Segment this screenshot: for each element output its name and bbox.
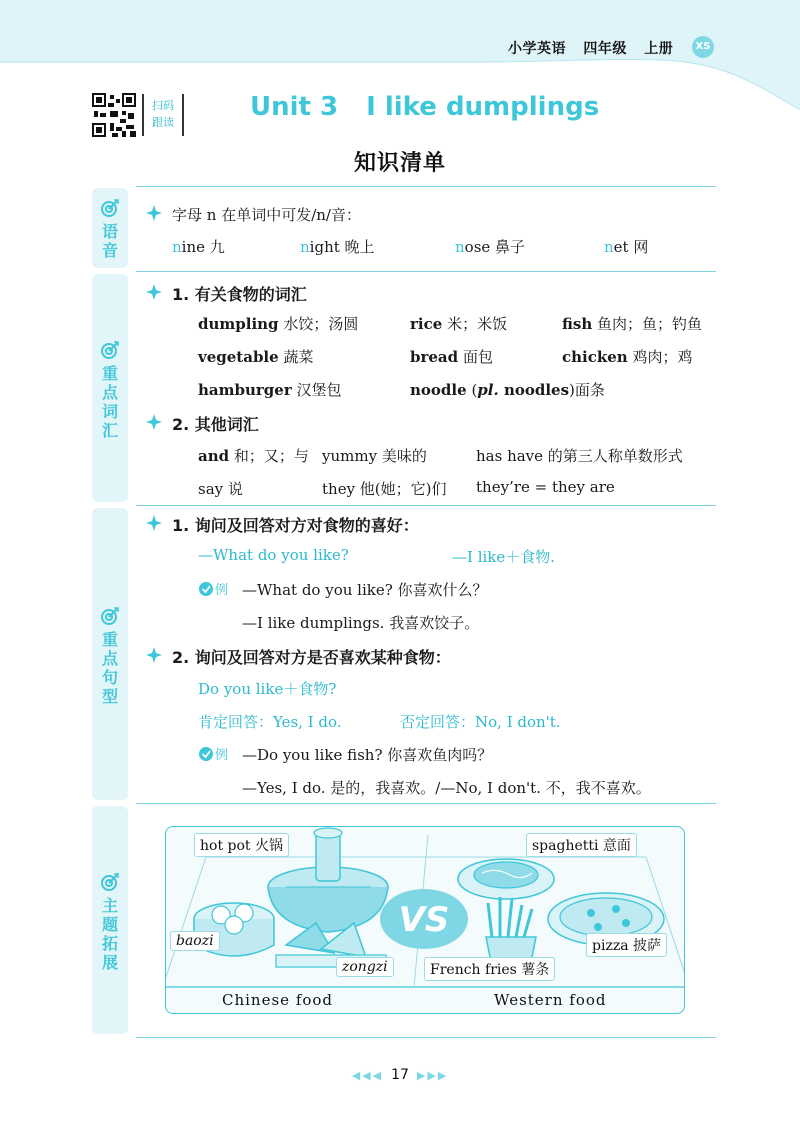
- sparkle-bullet-icon: [146, 515, 162, 531]
- pattern-question: —What do you like?: [198, 546, 349, 564]
- page-heading: 知识清单: [354, 151, 447, 176]
- pizza-label: pizza 披萨: [586, 933, 667, 957]
- sentence-title-2: 2. 询问及回答对方是否喜欢某种食物：: [172, 648, 451, 667]
- divider: [136, 186, 716, 187]
- pattern-positive: 肯定回答：Yes, I do.: [198, 713, 342, 731]
- arrows-right-icon: ▶▶▶: [416, 1069, 449, 1082]
- target-icon: [100, 340, 120, 360]
- vocab-item: vegetable 蔬菜: [198, 348, 314, 366]
- baozi-label: baozi: [170, 931, 220, 951]
- divider: [136, 1037, 716, 1038]
- side-label-theme: 主 题 拓 展: [92, 872, 128, 972]
- svg-text:例: 例: [215, 748, 229, 763]
- vocab-item: and 和；又；与: [198, 447, 309, 465]
- sparkle-bullet-icon: [146, 414, 162, 430]
- sparkle-bullet-icon: [146, 205, 162, 221]
- vocab-item: chicken 鸡肉；鸡: [562, 348, 693, 366]
- scan-to-read-label: 扫码 跟读: [142, 94, 184, 136]
- side-label-phonics: 语 音: [92, 198, 128, 260]
- example-question: —Do you like fish? 你喜欢鱼肉吗？: [242, 746, 493, 764]
- vocab-item: fish 鱼肉；鱼；钓鱼: [562, 315, 703, 333]
- example-tag-icon: [198, 745, 230, 763]
- pattern-question: Do you like＋食物?: [198, 680, 337, 698]
- hotpot-label: hot pot 火锅: [194, 833, 289, 857]
- example-tag-icon: [198, 580, 230, 598]
- sparkle-bullet-icon: [146, 647, 162, 663]
- phonics-word: net 网: [604, 238, 649, 256]
- pattern-negative: 否定回答：No, I don't.: [400, 713, 561, 731]
- sentence-title-1: 1. 询问及回答对方对食物的喜好：: [172, 516, 419, 535]
- western-food-caption: Western food: [494, 991, 607, 1009]
- vocab-item: rice 米；米饭: [410, 315, 508, 333]
- target-icon: [100, 872, 120, 892]
- spaghetti-icon: [458, 859, 554, 899]
- vocab-item: has have 的第三人称单数形式: [476, 447, 683, 465]
- example-question: —What do you like? 你喜欢什么？: [242, 581, 488, 599]
- divider: [136, 271, 716, 272]
- subject-label: 小学英语: [508, 41, 566, 57]
- phonics-word: nose 鼻子: [455, 238, 526, 256]
- vocab-item: noodle (pl. noodles)面条: [410, 381, 605, 399]
- volume-label: 上册: [644, 41, 674, 57]
- target-icon: [100, 606, 120, 626]
- french-fries-label: French fries 薯条: [424, 957, 555, 981]
- divider: [136, 803, 716, 804]
- page-number: ◀◀◀ 17 ▶▶▶: [351, 1067, 449, 1083]
- divider: [136, 505, 716, 506]
- side-label-vocab: 重 点 词 汇: [92, 340, 128, 440]
- series-badge: XS: [692, 36, 714, 58]
- unit-title: [250, 92, 599, 122]
- food-comparison-illustration: [165, 826, 685, 1014]
- unit-number: Unit 3: [250, 92, 339, 122]
- qr-code-icon[interactable]: [92, 93, 136, 137]
- vocab-item: bread 面包: [410, 348, 493, 366]
- side-label-sentences: 重 点 句 型: [92, 606, 128, 706]
- vocab-item: yummy 美味的: [322, 447, 427, 465]
- phonics-rule: 字母 n 在单词中可发/n/音：: [172, 206, 361, 224]
- target-icon: [100, 198, 120, 218]
- arrows-left-icon: ◀◀◀: [351, 1069, 384, 1082]
- vocab-other-title: 2. 其他词汇: [172, 415, 259, 434]
- vocab-item: they 他(她；它)们: [322, 480, 447, 498]
- vocab-food-title: 1. 有关食物的词汇: [172, 285, 307, 304]
- unit-name: I like dumplings: [366, 92, 600, 122]
- grade-label: 四年级: [583, 41, 627, 57]
- phonics-word: night 晚上: [300, 238, 375, 256]
- sparkle-bullet-icon: [146, 284, 162, 300]
- vocab-item: dumpling 水饺；汤圆: [198, 315, 359, 333]
- example-answer: —I like dumplings. 我喜欢饺子。: [242, 614, 480, 632]
- vs-label: VS: [398, 900, 450, 940]
- vocab-item: hamburger 汉堡包: [198, 381, 342, 399]
- vocab-item: say 说: [198, 480, 243, 498]
- book-info: [508, 38, 685, 58]
- chinese-food-caption: Chinese food: [222, 991, 334, 1009]
- svg-text:例: 例: [215, 583, 229, 598]
- example-answer: —Yes, I do. 是的，我喜欢。/—No, I don't. 不，我不喜欢。: [242, 779, 651, 797]
- vocab-item: they’re = they are: [476, 478, 615, 496]
- spaghetti-label: spaghetti 意面: [526, 833, 637, 857]
- zongzi-label: zongzi: [336, 957, 394, 977]
- pattern-answer: —I like＋食物.: [452, 548, 556, 566]
- phonics-word: nine 九: [172, 238, 225, 256]
